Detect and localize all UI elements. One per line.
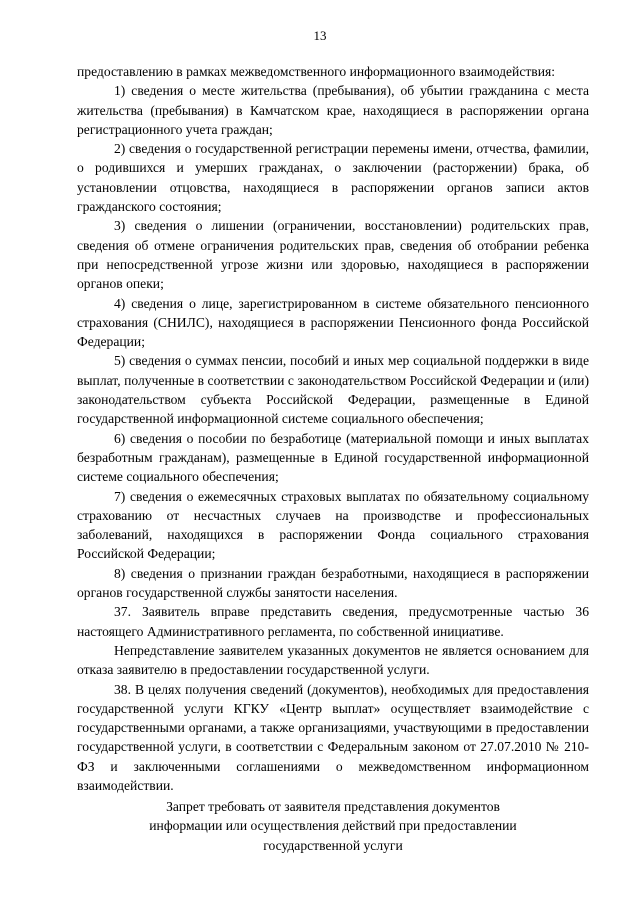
section-heading-line-3: государственной услуги [263,837,403,853]
paragraph-clause-37-note: Непредставление заявителем указанных документов не является основанием для отказа заявителю в предоставлении государственной услуги. [77,642,589,678]
paragraph-intro: предоставлению в рамках межведомственного информационного взаимодействия: [77,64,556,79]
paragraph-item-1: 1) сведения о месте жительства (пребывания), об убытии гражданина с места жительства (пребывания) в Камчатском крае, находящиеся в распоряжении органа регистрационного учета граждан; [77,83,589,137]
document-body [77,62,589,795]
paragraph-clause-37: 37. Заявитель вправе представить сведения, предусмотренные частью 36 настоящего Административного регламента, по собственной инициативе. [77,604,589,639]
section-heading-line-1: Запрет требовать от заявителя представления документов [166,799,500,814]
paragraph-item-3: 3) сведения о лишении (ограничении, восстановлении) родительских прав, сведения об отмене ограничения родительских прав, сведения об отобрании ребенка при непосредственной угрозе жизни или здоровью, находящиеся в распоряжении органов опеки; [77,218,589,292]
paragraph-clause-38: 38. В целях получения сведений (документов), необходимых для предоставления государственной услуги КГКУ «Центр выплат» осуществляет взаимодействие с государственными органами, а также организациями, участвующими в предоставлении государственной услуги, в соответствии с Федеральным законом от 27.07.2010 № 210-ФЗ и заключенными соглашениями о межведомственном информационном взаимодействии. [77,681,589,793]
paragraph-item-5: 5) сведения о суммах пенсии, пособий и иных мер социальной поддержки в виде выплат, полученные в соответствии с законодательством Российской Федерации и (или) законодательством субъекта Российской Федерации, размещенные в Единой государственной информационной системе социального обеспечения; [77,353,589,427]
paragraph-item-8: 8) сведения о признании граждан безработными, находящиеся в распоряжении органов государственной службы занятости населения. [77,565,589,601]
paragraph-item-7: 7) сведения о ежемесячных страховых выплатах по обязательному социальному страхованию от несчастных случаев на производстве и профессиональных заболеваний, находящихся в распоряжении Фонда социального страхования Российской Федерации; [77,488,589,562]
paragraph-item-2: 2) сведения о государственной регистрации перемены имени, отчества, фамилии, о родившихся и умерших гражданах, о заключении (расторжении) брака, об установлении отцовства, находящиеся в распоряжении органов записи актов гражданского состояния; [77,141,589,215]
section-heading [77,797,589,855]
section-heading-line-2: информации или осуществления действий при предоставлении [149,818,517,834]
paragraph-item-6: 6) сведения о пособии по безработице (материальной помощи и иных выплатах безработным гражданам), размещенные в Единой государственной информационной системе социального обеспечения; [77,430,589,485]
page-number: 13 [313,28,327,43]
paragraph-item-4: 4) сведения о лице, зарегистрированном в системе обязательного пенсионного страхования (СНИЛС), находящиеся в распоряжении Пенсионного фонда Российской Федерации; [77,295,589,350]
